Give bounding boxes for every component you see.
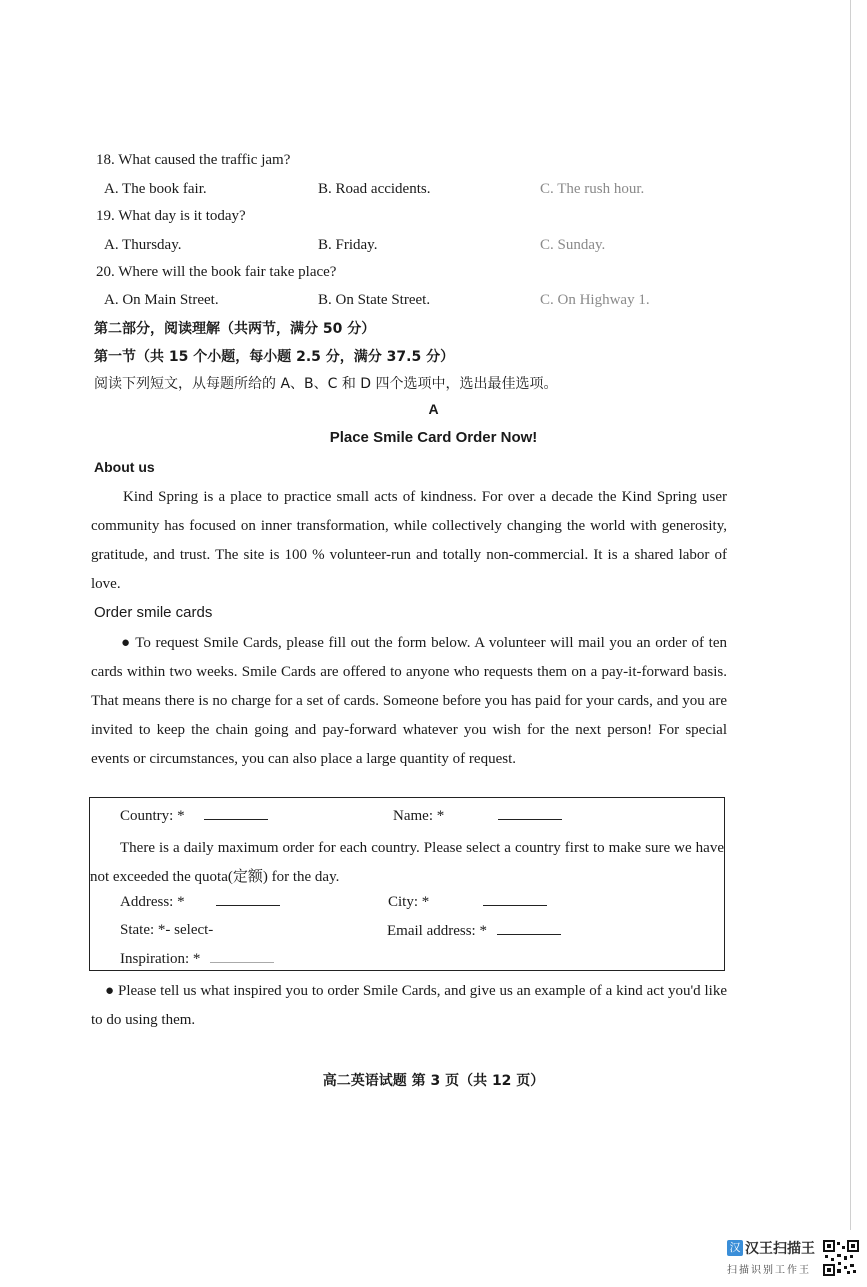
scanner-badge-icon: 汉 xyxy=(727,1240,743,1256)
country-label: Country: * xyxy=(120,808,185,824)
inspiration-label: Inspiration: * xyxy=(120,951,201,967)
scanner-name: 汉王扫描王 xyxy=(745,1241,815,1257)
passage-letter: A xyxy=(428,401,439,417)
form-row-email xyxy=(387,922,561,940)
question-20-option-c: C. On Highway 1. xyxy=(540,292,650,308)
name-field[interactable] xyxy=(498,807,562,820)
city-field[interactable] xyxy=(483,893,547,906)
passage-title: Place Smile Card Order Now! xyxy=(329,429,538,446)
state-select[interactable]: State: *- select- xyxy=(120,922,214,938)
question-20-option-a: A. On Main Street. xyxy=(104,292,219,308)
part2-title: 第二部分，阅读理解（共两节，满分 50 分） xyxy=(94,321,376,337)
question-18-stem: 18. What caused the traffic jam? xyxy=(96,152,291,168)
question-18-option-b: B. Road accidents. xyxy=(318,181,431,197)
inspiration-field[interactable] xyxy=(210,950,274,963)
question-18-option-a: A. The book fair. xyxy=(104,181,207,197)
form-row-country xyxy=(120,807,268,825)
form-row-city xyxy=(388,893,547,911)
order-heading: Order smile cards xyxy=(94,604,213,621)
page-edge-line xyxy=(850,0,851,1230)
order-paragraph: ● To request Smile Cards, please fill out the form below. A volunteer will mail you an order of ten cards within two weeks. Smile Cards are offered to anyone who requests them on a pay-it-forward basis. That means there is no charge for a set of cards. Someone before you has paid for your cards, and you are invited to keep the chain going and pay-forward whatever you wish for the next person! For special events or circumstances, you can also place a large quantity of request. xyxy=(91,635,727,767)
part2-instruction: 阅读下列短文，从每题所给的 A、B、C 和 D 四个选项中，选出最佳选项。 xyxy=(94,376,558,392)
part2-section1: 第一节（共 15 个小题，每小题 2.5 分，满分 37.5 分） xyxy=(94,349,455,365)
email-label: Email address: * xyxy=(387,923,487,939)
question-20-option-b: B. On State Street. xyxy=(318,292,431,308)
form-row-name xyxy=(393,807,562,825)
page-footer: 高二英语试题 第 3 页（共 12 页） xyxy=(322,1073,545,1089)
quota-note: There is a daily maximum order for each country. Please select a country first to make sure we have not exceeded the quota(定额) for the day. xyxy=(90,840,724,885)
about-heading: About us xyxy=(94,459,155,475)
order-form xyxy=(89,797,725,971)
scanner-tagline: 扫描识别工作王 xyxy=(727,1265,811,1276)
address-field[interactable] xyxy=(216,893,280,906)
question-19-option-c: C. Sunday. xyxy=(540,237,606,253)
question-18-option-c: C. The rush hour. xyxy=(540,181,645,197)
form-row-inspiration xyxy=(120,950,274,968)
address-label: Address: * xyxy=(120,894,185,910)
qr-code-icon xyxy=(823,1240,859,1276)
email-field[interactable] xyxy=(497,922,561,935)
country-field[interactable] xyxy=(204,807,268,820)
form-row-address xyxy=(120,893,280,911)
city-label: City: * xyxy=(388,894,430,910)
inspiration-paragraph: ● Please tell us what inspired you to order Smile Cards, and give us an example of a kind act you'd like to do using them. xyxy=(91,983,727,1028)
name-label: Name: * xyxy=(393,808,445,824)
question-19-stem: 19. What day is it today? xyxy=(96,208,246,224)
question-19-option-b: B. Friday. xyxy=(318,237,378,253)
question-19-option-a: A. Thursday. xyxy=(104,237,182,253)
about-paragraph: Kind Spring is a place to practice small acts of kindness. For over a decade the Kind Spring user community has focused on inner transformation, while collectively changing the world with generosity, gratitude, and trust. The site is 100 % volunteer-run and totally non-commercial. It is a shared labor of love. xyxy=(91,489,727,592)
question-20-stem: 20. Where will the book fair take place? xyxy=(96,264,337,280)
scanner-logo xyxy=(727,1236,821,1276)
